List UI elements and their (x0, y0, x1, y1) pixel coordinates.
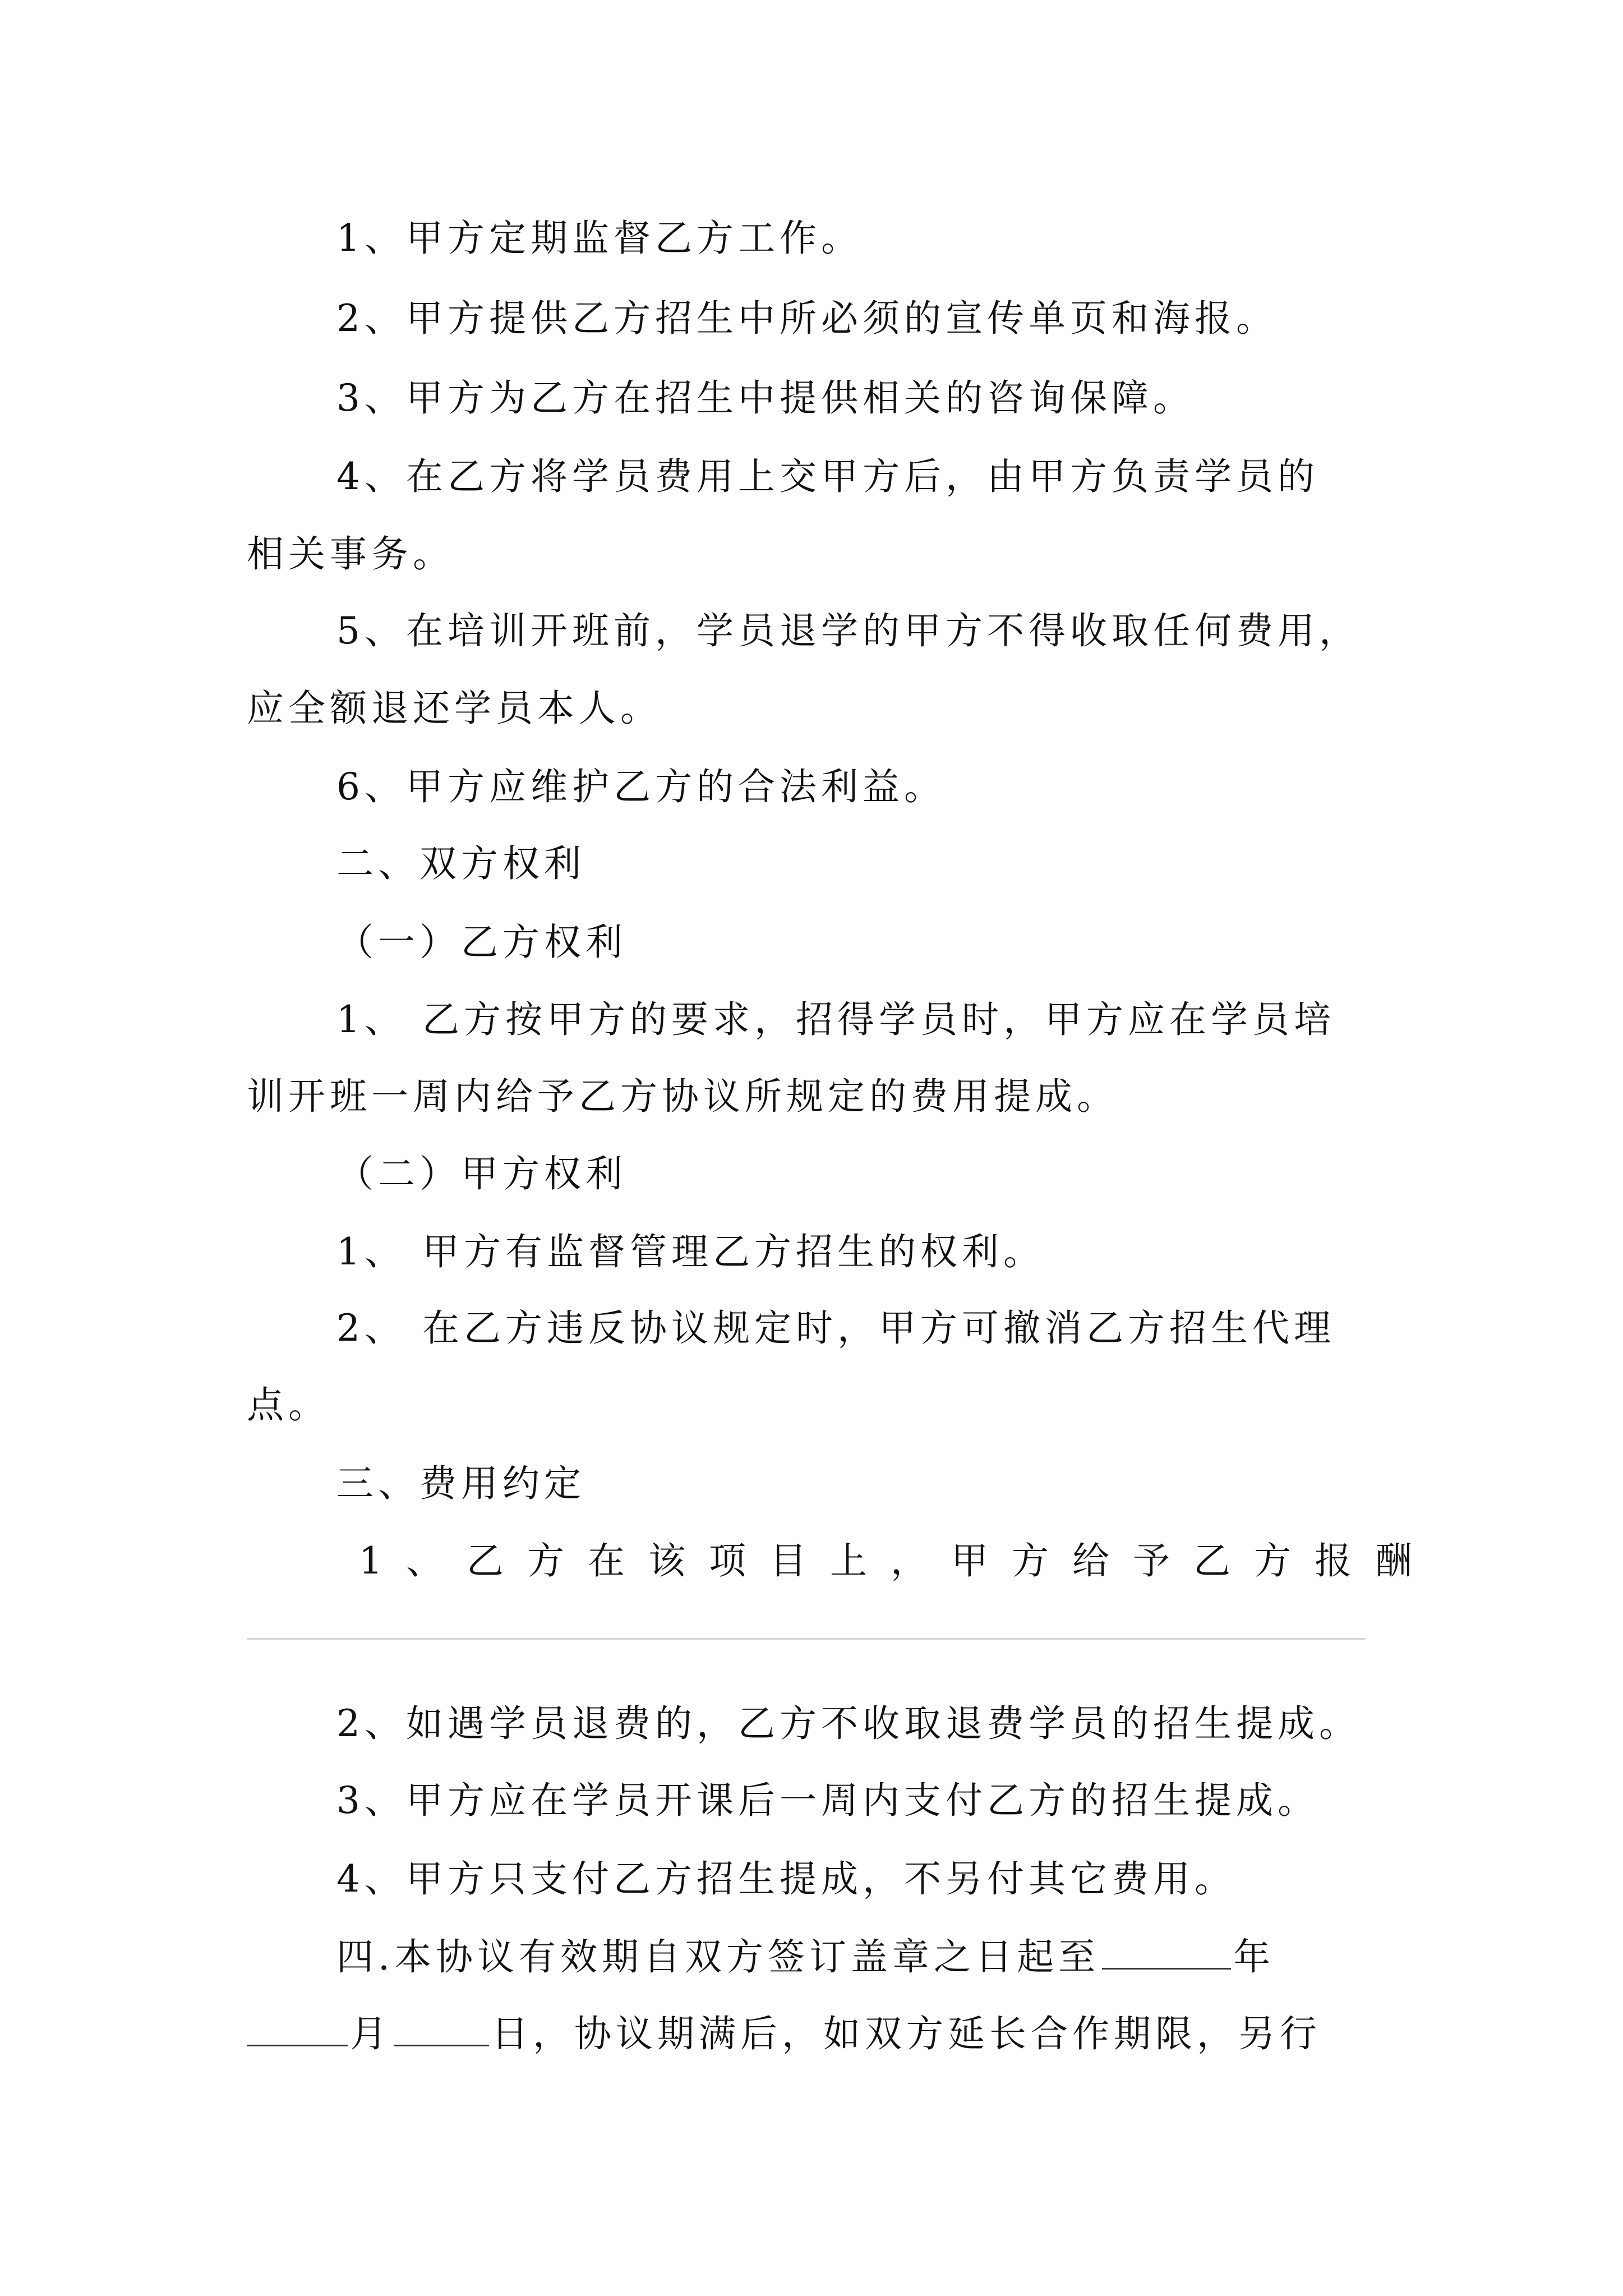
clause-text: 日，协议期满后，如双方延长合作期限，另行 (491, 2012, 1321, 2055)
clause-line: 3、甲方应在学员开课后一周内支付乙方的招生提成。 (336, 1779, 1319, 1822)
section-heading: 三、费用约定 (336, 1462, 585, 1505)
year-blank[interactable] (1102, 1934, 1231, 1970)
clause-line: 1、甲方定期监督乙方工作。 (336, 217, 863, 260)
clause-line: 点。 (247, 1383, 330, 1427)
clause-line: 训开班一周内给予乙方协议所规定的费用提成。 (247, 1075, 1118, 1118)
clause-line: 2、甲方提供乙方招生中所必须的宣传单页和海报。 (336, 297, 1278, 340)
clause-line: 4、甲方只支付乙方招生提成，不另付其它费用。 (336, 1857, 1236, 1901)
clause-line (336, 1934, 1275, 1980)
clause-line: 1、 乙方按甲方的要求，招得学员时，甲方应在学员培 (336, 998, 1335, 1041)
divider-rule (247, 1638, 1366, 1640)
year-label: 年 (1233, 1935, 1275, 1978)
clause-text: 四.本协议有效期自双方签订盖章之日起至 (336, 1935, 1100, 1978)
month-blank[interactable] (247, 2011, 348, 2046)
clause-line: 4、在乙方将学员费用上交甲方后，由甲方负责学员的 (336, 455, 1319, 498)
subsection-heading: （一）乙方权利 (336, 921, 627, 964)
clause-line: 应全额退还学员本人。 (247, 687, 662, 730)
clause-line: 1、 甲方有监督管理乙方招生的权利。 (336, 1230, 1045, 1273)
month-label: 月 (350, 2012, 391, 2055)
clause-line: 3、甲方为乙方在招生中提供相关的咨询保障。 (336, 376, 1195, 420)
clause-line: 1、乙方在该项目上，甲方给予乙方报酬 (359, 1539, 1436, 1582)
section-heading: 二、双方权利 (336, 842, 585, 885)
subsection-heading: （二）甲方权利 (336, 1152, 627, 1195)
clause-line: 5、在培训开班前，学员退学的甲方不得收取任何费用， (336, 609, 1361, 652)
clause-line (247, 2011, 1321, 2056)
clause-line: 2、如遇学员退费的，乙方不收取退费学员的招生提成。 (336, 1702, 1361, 1745)
clause-line: 6、甲方应维护乙方的合法利益。 (336, 765, 946, 808)
day-blank[interactable] (394, 2011, 489, 2046)
clause-line: 2、 在乙方违反协议规定时，甲方可撤消乙方招生代理 (336, 1306, 1335, 1350)
clause-line: 相关事务。 (247, 532, 454, 576)
